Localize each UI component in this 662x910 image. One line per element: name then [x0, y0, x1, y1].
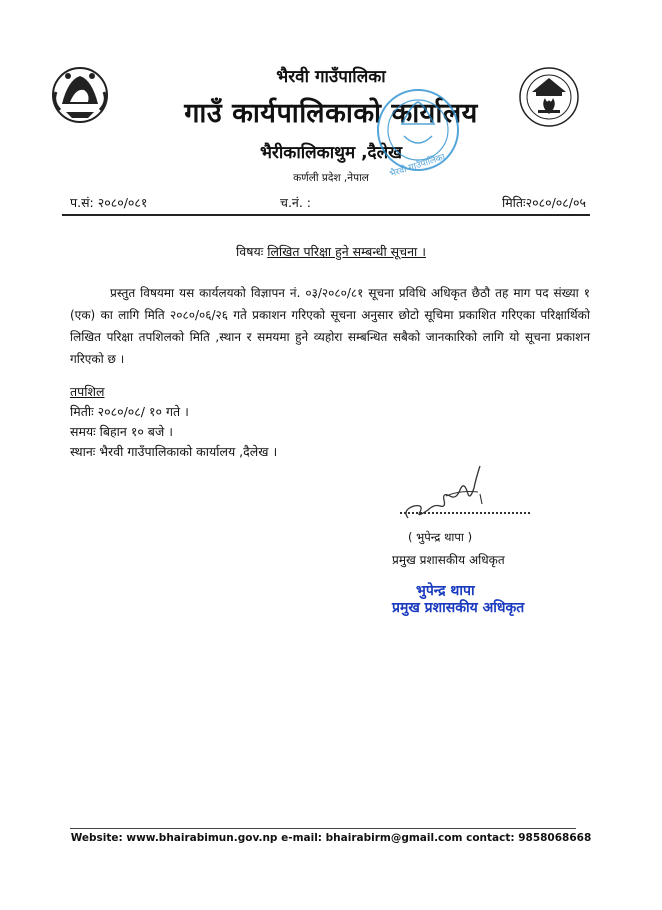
- subject-label: विषयः: [236, 244, 264, 259]
- office-location: भैरीकालिकाथुम ,दैलेख: [259, 143, 403, 163]
- dispatch-number: च.नं. :: [280, 195, 312, 210]
- details-heading: तपशिल: [70, 384, 105, 399]
- details-date: मितीः २०८०/०८/ १० गते ।: [70, 404, 189, 419]
- details-place: स्थानः भैरवी गाउँपालिकाको कार्यालय ,दैलेख ।: [70, 444, 278, 459]
- handwritten-signature: [400, 460, 510, 524]
- signatory-name: ( भुपेन्द्र थापा ): [408, 530, 473, 544]
- province-line: कर्णली प्रदेश ,नेपाल: [293, 172, 369, 184]
- office-title: गाउँ कार्यपालिकाको कार्यालय: [184, 98, 478, 129]
- details-time: समयः बिहान १० बजे ।: [70, 424, 173, 439]
- signature-dotted-line: [400, 512, 530, 514]
- stamp-designation: प्रमुख प्रशासकीय अधिकृत: [392, 600, 525, 616]
- notice-paragraph: प्रस्तुत विषयमा यस कार्यलयको विज्ञापन नं. ०३/२०८०/८१ सूचना प्रविधि अधिकृत छैठौ तह माग पद संख्या १ (एक) का लागि मिति २०८०/०६/२६ गते प्रकाशन गरिएको सूचना अनुसार छोटो सूचिमा प्रकाशित गरिएका परिक्षार्थिको लिखित परिक्षा तपशिलको मिति ,स्थान र समयमा हुने व्यहोरा सम्बन्धित सबैको जानकारिको लागि यो सूचना प्रकाशन गरिएको छ ।: [70, 286, 590, 366]
- municipality-name: भैरवी गाउँपालिका: [276, 67, 386, 87]
- letter-date: मितिः२०८०/०८/०५: [501, 195, 586, 210]
- header-divider: [62, 214, 590, 216]
- signatory-designation: प्रमुख प्रशासकीय अधिकृत: [392, 553, 505, 567]
- official-seal-stamp: [372, 80, 464, 184]
- footer-contact: Website: www.bhairabimun.gov.np e-mail: bhairabirm@gmail.com contact: 9858068668: [70, 832, 592, 844]
- subject-line: [0, 243, 662, 260]
- svg-text:भैरवी गाउँपालिका: भैरवी गाउँपालिका: [388, 152, 447, 180]
- reference-line: [62, 194, 590, 212]
- stamp-name: भुपेन्द्र थापा: [416, 583, 475, 599]
- details-block: [70, 382, 277, 462]
- subject-text: लिखित परिक्षा हुने सम्बन्धी सूचना ।: [267, 244, 426, 259]
- ref-number: प.सं: २०८०/०८१: [70, 195, 148, 210]
- footer-divider: [70, 828, 576, 829]
